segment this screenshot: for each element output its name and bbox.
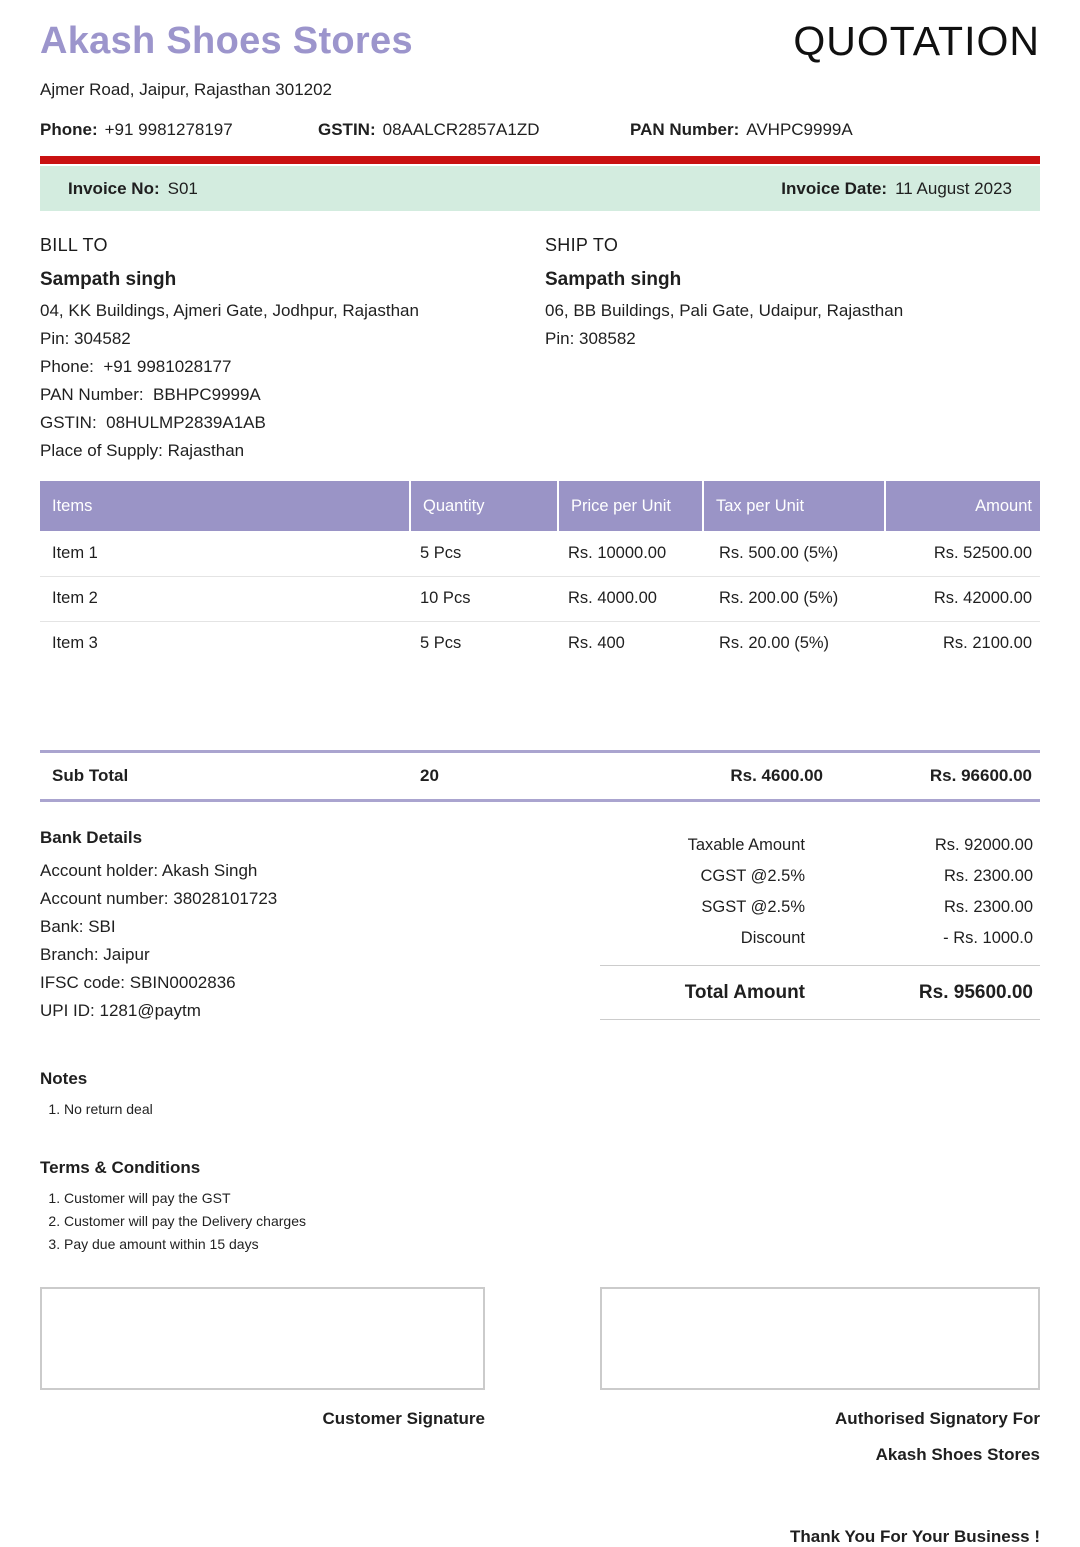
authorised-company-name: Akash Shoes Stores <box>875 1445 1040 1465</box>
item-name: Item 2 <box>40 576 410 621</box>
invoice-number-label: Invoice No: <box>68 178 160 198</box>
parties-section <box>40 235 1040 465</box>
term-item: 3. Pay due amount within 15 days <box>64 1233 1040 1256</box>
bill-to-line: Place of Supply: Rajasthan <box>40 441 245 461</box>
document-type-title: QUOTATION <box>793 18 1040 64</box>
taxable-amount-label: Taxable Amount <box>687 836 805 855</box>
subtotal-amount: Rs. 96600.00 <box>929 766 1032 786</box>
bill-to-line: PAN Number: BBHPC9999A <box>40 385 261 405</box>
subtotal-tax: Rs. 4600.00 <box>730 766 823 786</box>
bill-to-line: GSTIN: 08HULMP2839A1AB <box>40 413 266 433</box>
totals-row <box>600 830 1040 861</box>
sgst-label: SGST @2.5% <box>701 898 805 917</box>
document-header <box>40 20 1040 63</box>
bank-details-heading: Bank Details <box>40 828 143 848</box>
thank-you-message: Thank You For Your Business ! <box>789 1527 1040 1547</box>
price-column-header: Price per Unit <box>558 481 703 531</box>
item-name: Item 1 <box>40 531 410 576</box>
subtotal-label: Sub Total <box>52 766 129 786</box>
total-amount-label: Total Amount <box>684 981 805 1003</box>
authorised-signature-block <box>600 1287 1040 1465</box>
totals-row <box>600 923 1040 954</box>
company-phone <box>40 120 318 140</box>
ship-to-block <box>545 235 903 465</box>
ship-to-name: Sampath singh <box>545 269 682 291</box>
ship-to-line: Pin: 308582 <box>545 329 636 349</box>
table-row <box>40 576 1040 621</box>
item-quantity: 5 Pcs <box>410 531 558 576</box>
terms-section <box>40 1158 1040 1256</box>
accent-divider-bar <box>40 156 1040 164</box>
bank-detail-line: UPI ID: 1281@paytm <box>40 1001 201 1021</box>
quantity-column-header: Quantity <box>410 481 558 531</box>
notes-heading: Notes <box>40 1069 88 1089</box>
item-price: Rs. 400 <box>568 634 625 653</box>
item-name: Item 3 <box>52 634 98 653</box>
item-price: Rs. 4000.00 <box>558 576 703 621</box>
totals-divider <box>600 1019 1040 1020</box>
items-table <box>40 481 1040 666</box>
company-gstin <box>318 120 630 140</box>
bank-detail-line: Account holder: Akash Singh <box>40 861 258 881</box>
item-quantity: 5 Pcs <box>420 634 462 653</box>
terms-heading: Terms & Conditions <box>40 1158 201 1178</box>
invoice-number-value: S01 <box>167 178 198 198</box>
bank-detail-line: Branch: Jaipur <box>40 945 150 965</box>
bill-to-heading: BILL TO <box>40 235 108 256</box>
company-pan-label: PAN Number: <box>630 120 740 140</box>
totals-row <box>600 892 1040 923</box>
ship-to-details <box>545 297 903 353</box>
taxable-amount-value: Rs. 92000.00 <box>934 836 1033 855</box>
item-amount: Rs. 2100.00 <box>943 634 1032 653</box>
item-tax: Rs. 200.00 (5%) <box>703 576 885 621</box>
invoice-date-label: Invoice Date: <box>781 178 888 198</box>
table-row <box>40 621 1040 666</box>
item-tax: Rs. 20.00 (5%) <box>719 634 830 653</box>
total-amount-row <box>600 966 1040 1019</box>
customer-signature-box <box>40 1287 485 1390</box>
items-column-header: Items <box>40 481 410 531</box>
cgst-value: Rs. 2300.00 <box>944 867 1033 886</box>
subtotal-quantity: 20 <box>420 766 439 786</box>
company-address: Ajmer Road, Jaipur, Rajasthan 301202 <box>40 80 333 100</box>
note-item: 1. No return deal <box>64 1098 1040 1121</box>
item-amount: Rs. 42000.00 <box>885 576 1040 621</box>
company-name: Akash Shoes Stores <box>40 20 413 62</box>
totals-block <box>600 828 1040 1025</box>
invoice-meta-bar <box>40 166 1040 211</box>
company-pan <box>630 120 853 140</box>
bill-to-line: 04, KK Buildings, Ajmeri Gate, Jodhpur, Rajasthan <box>40 301 419 321</box>
subtotal-row <box>40 750 1040 802</box>
authorised-signature-box <box>600 1287 1040 1390</box>
company-gstin-label: GSTIN: <box>318 120 376 140</box>
discount-label: Discount <box>740 929 805 948</box>
authorised-signatory-label: Authorised Signatory For <box>835 1409 1040 1429</box>
bill-to-line: Pin: 304582 <box>40 329 131 349</box>
discount-value: - Rs. 1000.0 <box>943 929 1033 948</box>
term-item: 1. Customer will pay the GST <box>64 1187 1040 1210</box>
bank-details-lines <box>40 857 540 1025</box>
bank-detail-line: Account number: 38028101723 <box>40 889 278 909</box>
cgst-label: CGST @2.5% <box>700 867 805 886</box>
bill-to-name: Sampath singh <box>40 269 177 291</box>
item-amount: Rs. 52500.00 <box>885 531 1040 576</box>
company-gstin-value: 08AALCR2857A1ZD <box>382 120 540 140</box>
customer-signature-block <box>40 1287 485 1465</box>
sgst-value: Rs. 2300.00 <box>944 898 1033 917</box>
bank-detail-line: IFSC code: SBIN0002836 <box>40 973 236 993</box>
notes-list <box>40 1098 1040 1121</box>
table-row <box>40 531 1040 576</box>
bill-to-line: Phone: +91 9981028177 <box>40 357 232 377</box>
invoice-date <box>781 179 1012 199</box>
ship-to-heading: SHIP TO <box>545 235 619 256</box>
tax-column-header: Tax per Unit <box>703 481 885 531</box>
ship-to-line: 06, BB Buildings, Pali Gate, Udaipur, Rajasthan <box>545 301 904 321</box>
items-table-header-row <box>40 481 1040 531</box>
item-quantity: 10 Pcs <box>410 576 558 621</box>
signature-section <box>40 1287 1040 1465</box>
term-item: 2. Customer will pay the Delivery charges <box>64 1210 1040 1233</box>
notes-section <box>40 1069 1040 1121</box>
bill-to-block <box>40 235 545 465</box>
amount-column-header: Amount <box>885 481 1040 531</box>
terms-list <box>40 1187 1040 1256</box>
invoice-date-value: 11 August 2023 <box>895 178 1012 198</box>
company-phone-value: +91 9981278197 <box>104 120 233 140</box>
invoice-number <box>68 179 198 199</box>
company-phone-label: Phone: <box>40 120 98 140</box>
bill-to-details <box>40 297 545 465</box>
bank-detail-line: Bank: SBI <box>40 917 116 937</box>
company-pan-value: AVHPC9999A <box>746 120 853 140</box>
item-price: Rs. 10000.00 <box>558 531 703 576</box>
bank-and-totals-section <box>40 828 1040 1025</box>
bank-details-block <box>40 828 540 1025</box>
totals-row <box>600 861 1040 892</box>
total-amount-value: Rs. 95600.00 <box>918 981 1033 1003</box>
item-tax: Rs. 500.00 (5%) <box>703 531 885 576</box>
company-contact-row <box>40 120 1040 140</box>
customer-signature-label: Customer Signature <box>322 1409 485 1429</box>
